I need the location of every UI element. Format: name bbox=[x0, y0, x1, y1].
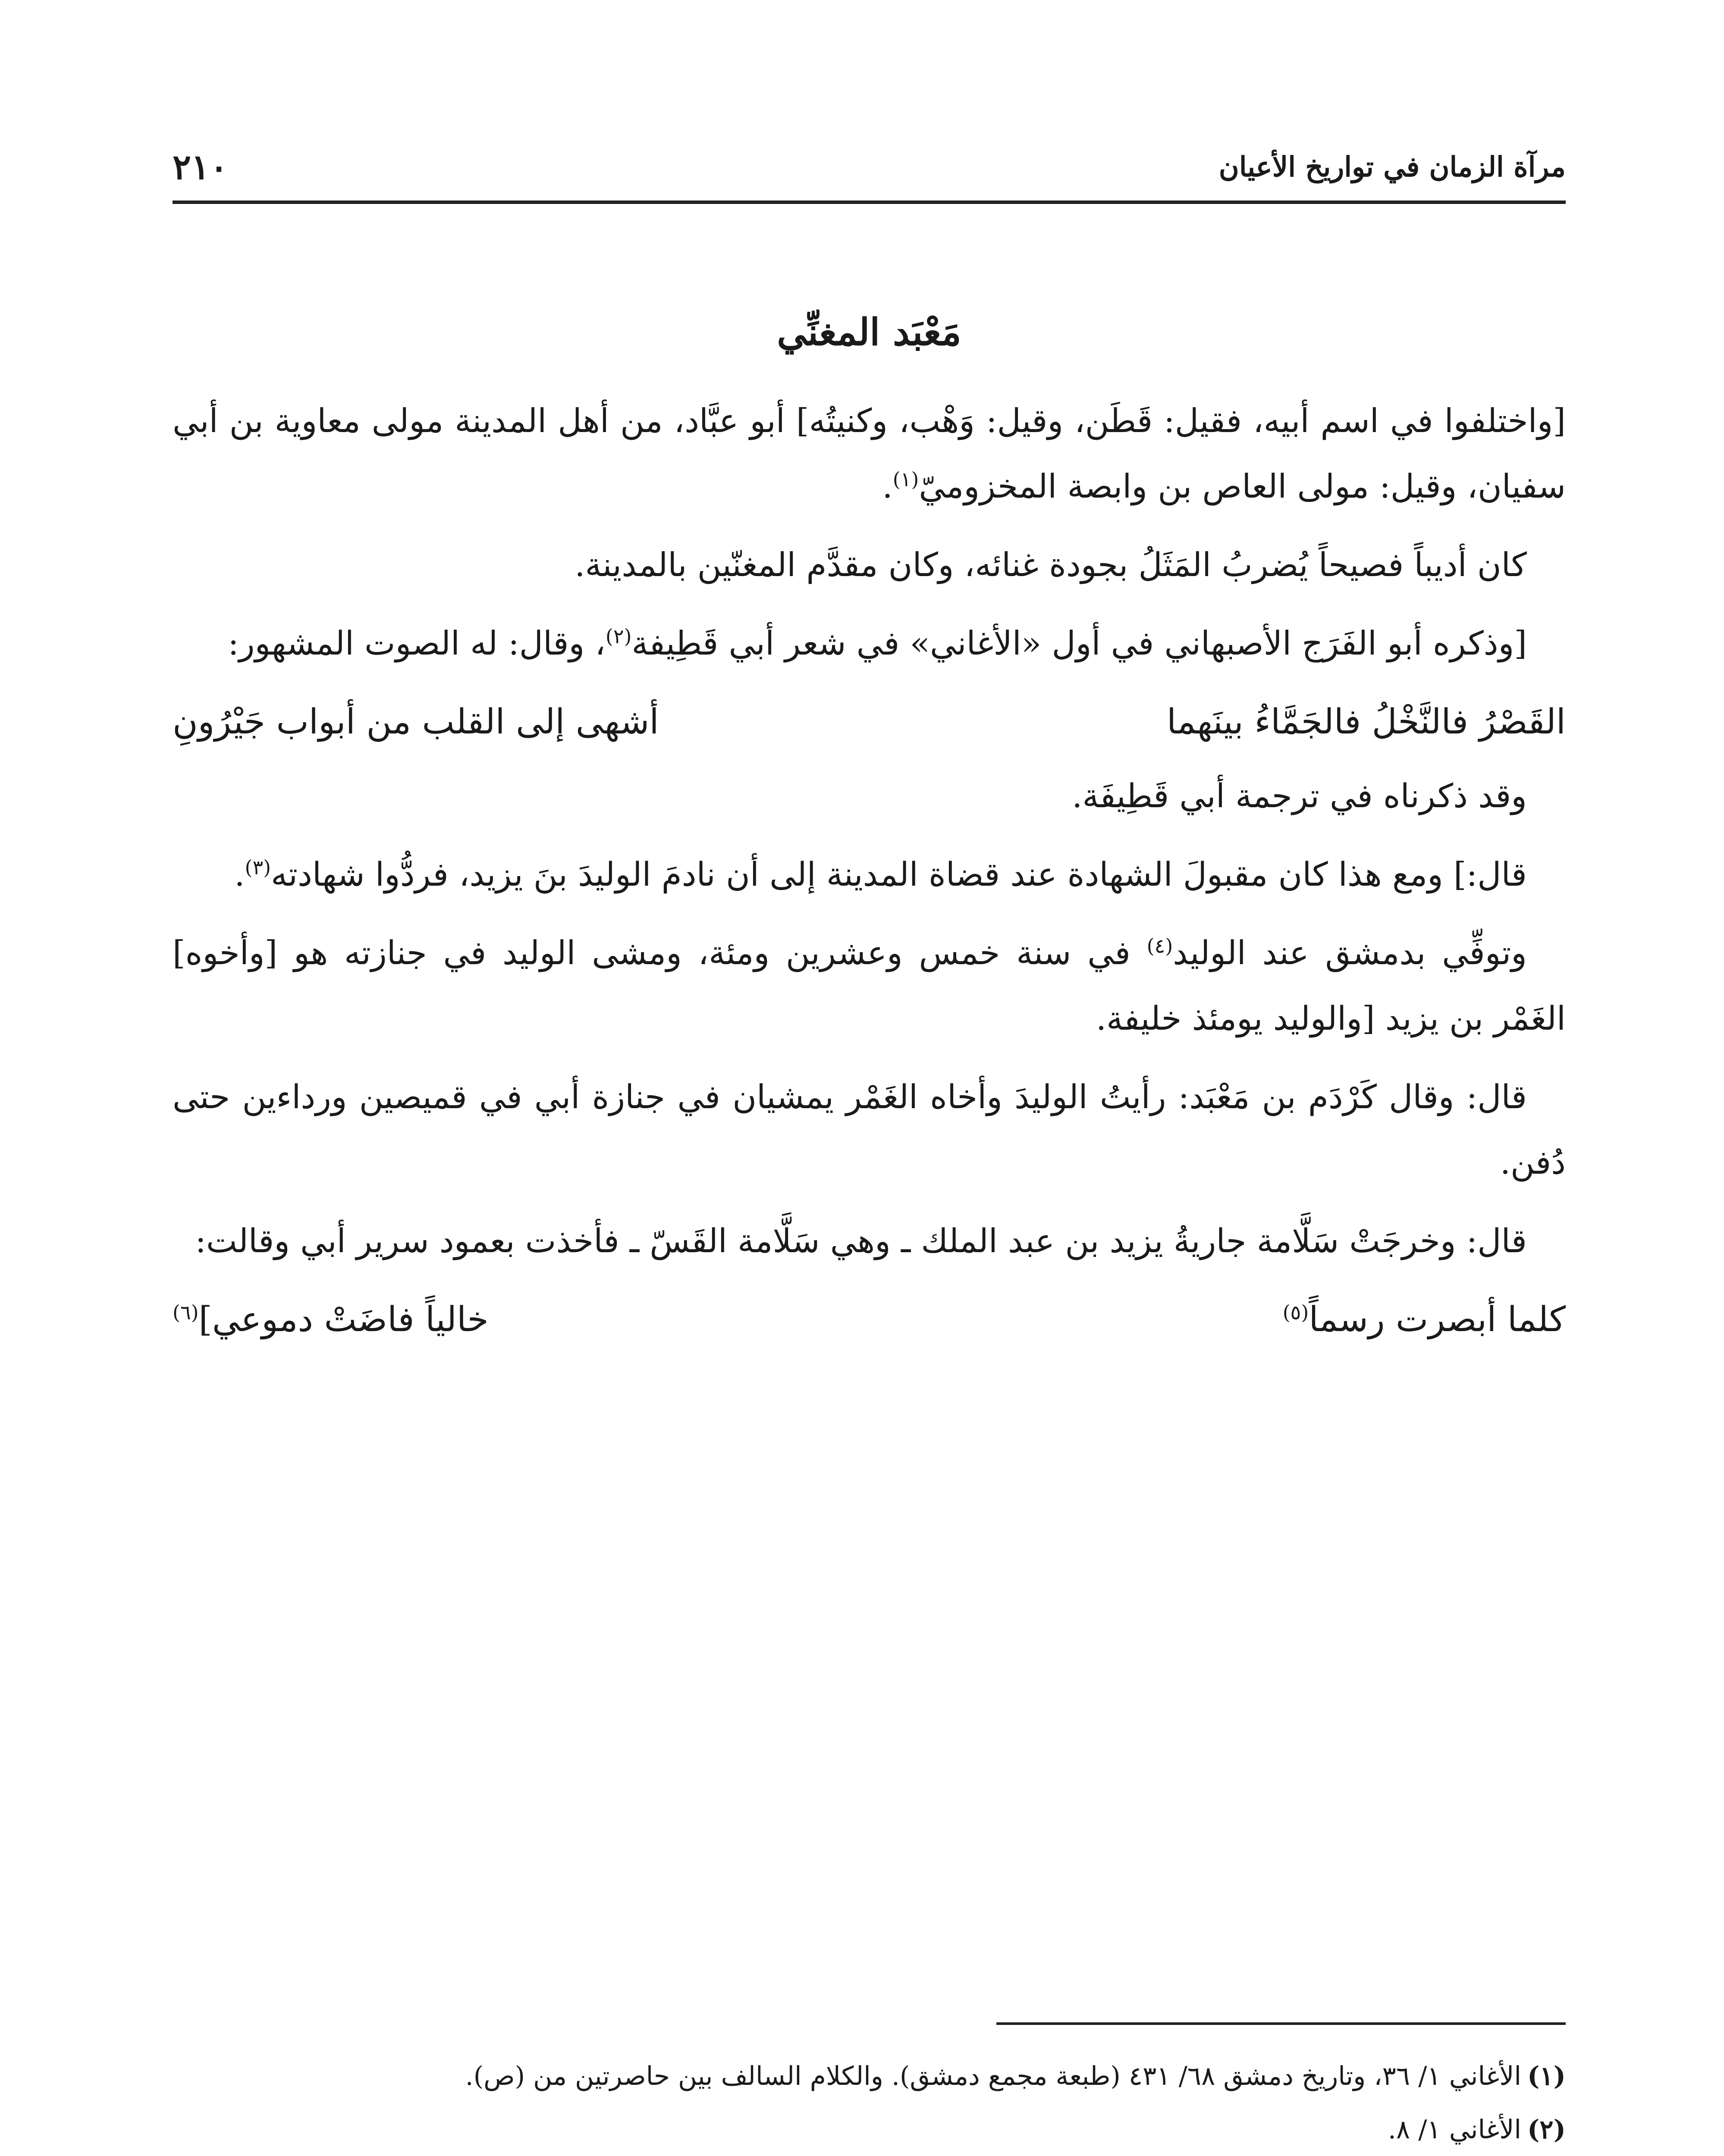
paragraph-4: وقد ذكرناه في ترجمة أبي قَطِيفَة. bbox=[1072, 777, 1527, 815]
running-header bbox=[173, 147, 1566, 198]
verse-1-first-hemistich: القَصْرُ فالنَّخْلُ فالجَمَّاءُ بينَهما bbox=[1166, 702, 1566, 742]
paragraph-6-end: في سنة خمس وعشرين ومئة، ومشى الوليد في جنازته هو [وأخوه] الغَمْر بن يزيد [والوليد يومئذ خليفة. bbox=[173, 934, 1566, 1037]
paragraph-5-end: . bbox=[234, 855, 245, 893]
footnote-ref-3[interactable]: (٣) bbox=[245, 856, 271, 879]
page-number: ٢١٠ bbox=[173, 147, 228, 187]
verse-2-first-hemistich bbox=[1283, 1287, 1566, 1352]
body-text bbox=[173, 388, 1566, 1361]
verse-2-second-text: خالياً فاضَتْ دموعي] bbox=[198, 1299, 489, 1339]
section-title: مَعْبَد المغنِّي bbox=[777, 310, 961, 354]
footnote-1 bbox=[173, 2053, 1566, 2100]
paragraph-6 bbox=[173, 920, 1566, 1051]
paragraph-6-text: وتوفِّي بدمشق عند الوليد bbox=[1173, 934, 1527, 972]
footnote-rule bbox=[996, 2022, 1566, 2025]
verse-1-second-hemistich: أشهى إلى القلب من أبواب جَيْرُونِ bbox=[173, 702, 659, 742]
footnotes bbox=[173, 2053, 1566, 2156]
footnote-ref-2[interactable]: (٢) bbox=[605, 624, 632, 648]
paragraph-8: قال: وخرجَتْ سَلَّامة جاريةُ يزيد بن عبد الملك ـ وهي سَلَّامة القَسّ ـ فأخذت بعمود سرير أبي وقالت: bbox=[195, 1222, 1527, 1260]
footnote-2 bbox=[173, 2106, 1566, 2153]
footnote-text: الأغاني ١/ ٣٦، وتاريخ دمشق ٦٨/ ٤٣١ (طبعة مجمع دمشق). والكلام السالف بين حاصرتين من (ص). bbox=[465, 2061, 1521, 2091]
paragraph-5 bbox=[173, 842, 1566, 907]
footnote-number: (٢) bbox=[1527, 2115, 1566, 2145]
verse-2-first-text: كلما أبصرت رسماً bbox=[1309, 1299, 1566, 1339]
paragraph-1-text: [واختلفوا في اسم أبيه، فقيل: قَطَن، وقيل: وَهْب، وكنيتُه] أبو عبَّاد، من أهل المدينة مولى معاوية بن أبي سفيان، وقيل: مولى العاص بن وابصة المخزوميّ bbox=[173, 401, 1566, 505]
paragraph-2: كان أديباً فصيحاً يُضربُ المَثَلُ بجودة غنائه، وكان مقدَّم المغنّين بالمدينة. bbox=[575, 545, 1527, 584]
book-title: مرآة الزمان في تواريخ الأعيان bbox=[1218, 151, 1566, 183]
footnote-ref-1[interactable]: (١) bbox=[892, 467, 919, 491]
verse-2 bbox=[173, 1287, 1566, 1352]
paragraph-5-text: قال:] ومع هذا كان مقبولَ الشهادة عند قضاة المدينة إلى أن نادمَ الوليدَ بنَ يزيد، فردُّوا شهادته bbox=[271, 855, 1527, 893]
paragraph-7: قال: وقال كَرْدَم بن مَعْبَد: رأيتُ الوليدَ وأخاه الغَمْر يمشيان في جنازة أبي في قميصين ورداءين حتى دُفن. bbox=[173, 1078, 1566, 1181]
footnote-number: (١) bbox=[1527, 2061, 1566, 2091]
paragraph-1 bbox=[173, 388, 1566, 519]
verse-1 bbox=[173, 689, 1566, 755]
paragraph-3-end: ، وقال: له الصوت المشهور: bbox=[228, 624, 606, 662]
footnote-ref-6[interactable]: (٦) bbox=[173, 1300, 199, 1324]
verse-2-second-hemistich bbox=[173, 1287, 489, 1352]
paragraph-3 bbox=[173, 611, 1566, 676]
footnote-ref-5[interactable]: (٥) bbox=[1282, 1300, 1309, 1324]
header-rule bbox=[173, 201, 1566, 204]
paragraph-3-text: [وذكره أبو الفَرَج الأصبهاني في أول «الأغاني» في شعر أبي قَطِيفة bbox=[631, 624, 1527, 662]
page bbox=[173, 129, 1566, 2156]
footnote-ref-4[interactable]: (٤) bbox=[1146, 934, 1173, 958]
paragraph-1-end: . bbox=[882, 467, 893, 505]
footnote-text: الأغاني ١/ ٨. bbox=[1388, 2115, 1521, 2145]
